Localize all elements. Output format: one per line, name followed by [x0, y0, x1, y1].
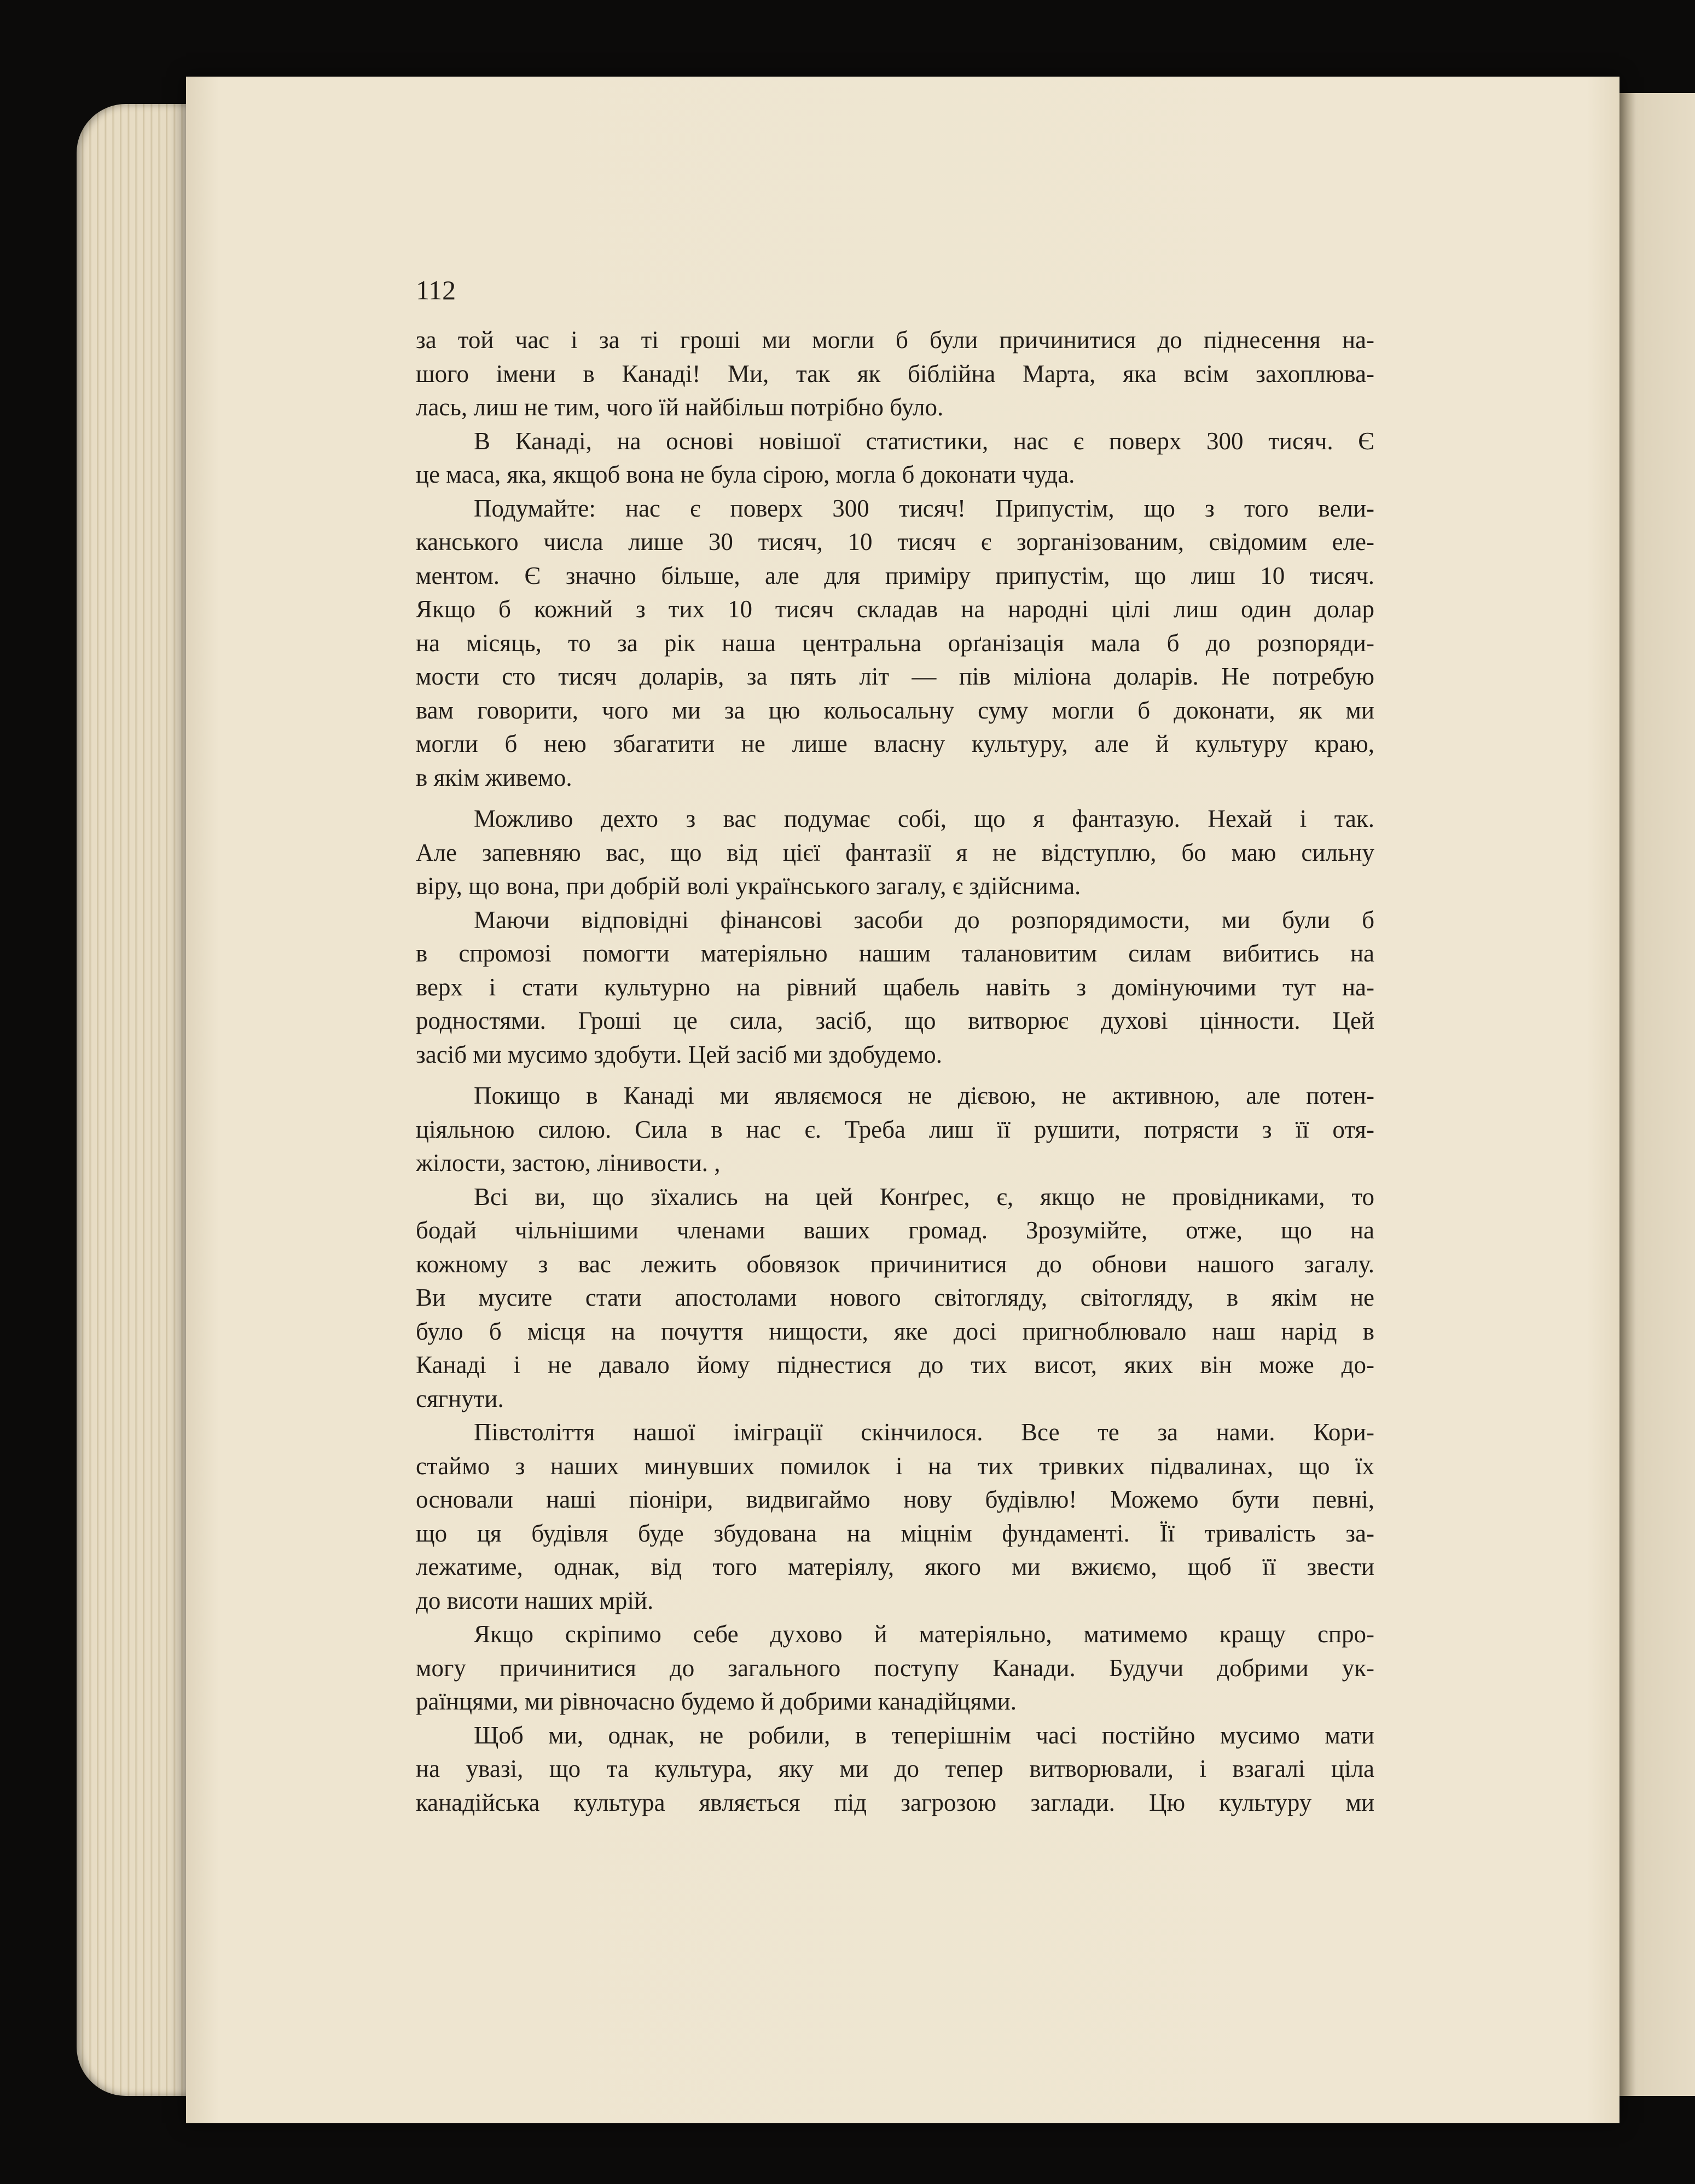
text-line: лась, лиш не тим, чого їй найбільш потрібно було.	[416, 393, 944, 421]
paragraph	[416, 1418, 1374, 1620]
text-line: мости сто тисяч доларів, за пять літ — пів міліона доларів. Не потребую	[416, 663, 1374, 690]
text-line: що ця будівля буде збудована на міцнім фундаменті. Її тривалість за-	[416, 1519, 1374, 1547]
text-line: В Канаді, на основі новішої статистики, нас є поверх 300 тисяч. Є	[474, 427, 1374, 455]
text-line: кожному з вас лежить обовязок причинитися до обнови нашого загалу.	[416, 1250, 1374, 1278]
text-line: Щоб ми, однак, не робили, в теперішнім часі постійно мусимо мати	[474, 1721, 1374, 1749]
paragraph	[416, 326, 1374, 427]
page-number: 112	[416, 275, 456, 305]
paragraph	[416, 906, 1374, 1074]
text-line: Маючи відповідні фінансові засоби до розпорядимости, ми були б	[474, 906, 1374, 934]
text-line: могу причинитися до загального поступу Канади. Будучи добрими ук-	[416, 1654, 1374, 1682]
text-line: віру, що вона, при добрій волі українського загалу, є здійснима.	[416, 872, 1081, 900]
text-line: канського числа лише 30 тисяч, 10 тисяч є зорганізованим, свідомим еле-	[416, 528, 1374, 555]
text-line: бодай чільнішими членами ваших громад. Зрозумійте, отже, що на	[416, 1216, 1374, 1244]
text-line: було б місця на почуття нищости, яке досі пригноблювало наш нарід в	[416, 1317, 1374, 1345]
text-line: в спромозі помогти матеріяльно нашим талановитим силам вибитись на	[416, 940, 1374, 967]
paragraph	[416, 1183, 1374, 1418]
paragraph	[416, 427, 1374, 494]
text-line: до висоти наших мрій.	[416, 1586, 654, 1614]
paragraph-gap	[416, 797, 1374, 804]
text-line: Подумайте: нас є поверх 300 тисяч! Припустім, що з того вели-	[474, 494, 1374, 522]
text-line: сягнути.	[416, 1384, 504, 1412]
text-line: за той час і за ті гроші ми могли б були причинитися до піднесення на-	[416, 326, 1374, 354]
text-line: Якщо скріпимо себе духово й матеріяльно, матимемо кращу спро-	[474, 1620, 1374, 1648]
text-line: канадійська культура являється під загрозою заглади. Цю культуру ми	[416, 1788, 1374, 1816]
text-line: ціяльною силою. Сила в нас є. Треба лиш її рушити, потрясти з її отя-	[416, 1115, 1374, 1143]
facing-page-edge	[1619, 93, 1695, 2096]
text-line: Можливо дехто з вас подумає собі, що я фантазую. Нехай і так.	[474, 805, 1374, 832]
text-line: Канаді і не давало йому піднестися до тих висот, яких він може до-	[416, 1351, 1374, 1378]
text-line: Але запевняю вас, що від цієї фантазії я не відступлю, бо маю сильну	[416, 838, 1374, 866]
text-line: на увазі, що та культура, яку ми до тепер витворювали, і взагалі ціла	[416, 1755, 1374, 1782]
paragraph-gap	[416, 1074, 1374, 1081]
paragraph	[416, 804, 1374, 906]
text-line: шого імени в Канаді! Ми, так як біблійна Марта, яка всім захоплюва-	[416, 360, 1374, 387]
text-line: Ви мусите стати апостолами нового світогляду, світогляду, в якім не	[416, 1284, 1374, 1311]
text-line: Якщо б кожний з тих 10 тисяч складав на народні цілі лиш один долар	[416, 595, 1374, 623]
text-line: основали наші піоніри, видвигаймо нову будівлю! Можемо бути певні,	[416, 1486, 1374, 1513]
body-text	[416, 326, 1374, 1822]
text-line: в якім живемо.	[416, 763, 572, 791]
paragraph	[416, 1721, 1374, 1822]
text-line: лежатиме, однак, від того матеріялу, якого ми вжиємо, щоб її звести	[416, 1553, 1374, 1580]
text-line: стаймо з наших минувших помилок і на тих тривких підвалинах, що їх	[416, 1452, 1374, 1480]
text-line: жілости, застою, лінивости. ,	[416, 1149, 721, 1177]
text-line: раїнцями, ми рівночасно будемо й добрими канадійцями.	[416, 1688, 1017, 1715]
text-line: ментом. Є значно більше, але для приміру припустім, що лиш 10 тисяч.	[416, 561, 1374, 589]
text-line: Півстоліття нашої іміграції скінчилося. Все те за нами. Кори-	[474, 1418, 1374, 1446]
text-line: могли б нею збагатити не лише власну культуру, але й культуру краю,	[416, 730, 1374, 757]
text-line: це маса, яка, якщоб вона не була сірою, могла б доконати чуда.	[416, 461, 1075, 488]
text-line: Всі ви, що зїхались на цей Конґрес, є, якщо не провідниками, то	[474, 1183, 1374, 1210]
text-line: родностями. Гроші це сила, засіб, що витворює духові цінности. Цей	[416, 1007, 1374, 1034]
text-line: на місяць, то за рік наша центральна орґанізація мала б до розпоряди-	[416, 629, 1374, 657]
paragraph	[416, 494, 1374, 797]
text-line: Покищо в Канаді ми являємося не дієвою, не активною, але потен-	[474, 1082, 1374, 1109]
paragraph	[416, 1081, 1374, 1183]
text-line: засіб ми мусимо здобути. Цей засіб ми здобудемо.	[416, 1040, 943, 1068]
text-line: вам говорити, чого ми за цю кольосальну суму могли б доконати, як ми	[416, 696, 1374, 724]
paragraph	[416, 1620, 1374, 1721]
text-line: верх і стати культурно на рівний щабель навіть з домінуючими тут на-	[416, 973, 1374, 1001]
